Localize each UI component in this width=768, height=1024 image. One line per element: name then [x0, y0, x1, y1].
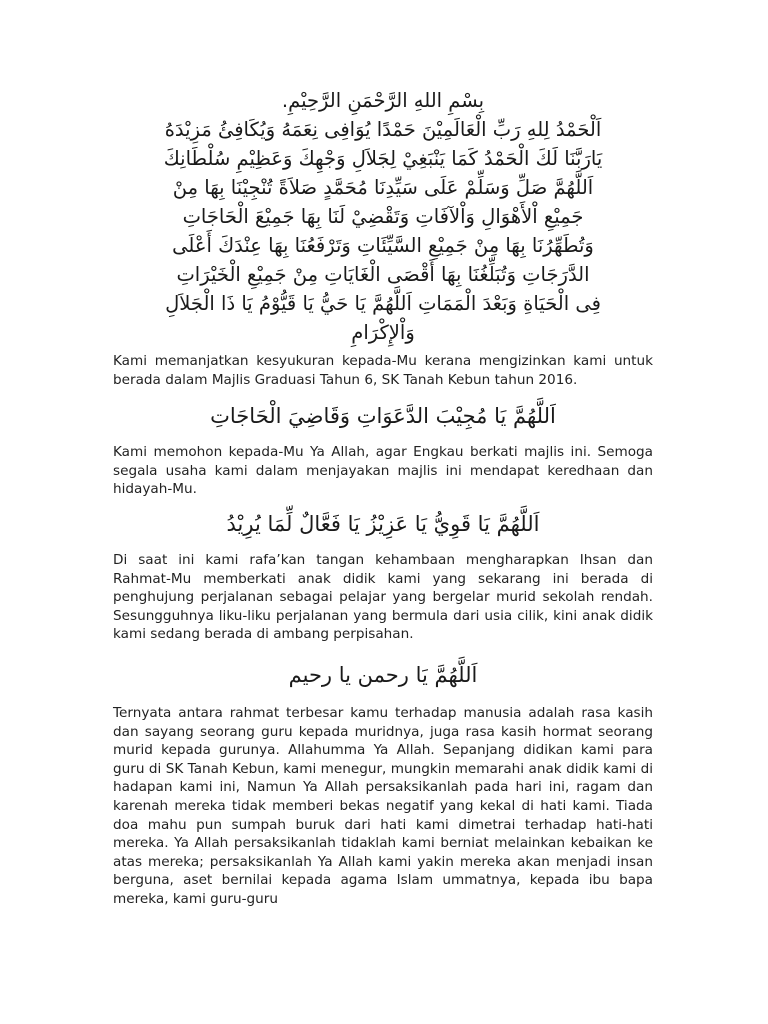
paragraph-teacher-love: Ternyata antara rahmat terbesar kamu terhadap manusia adalah rasa kasih dan sayang seorang guru kepada muridnya, juga rasa kasih hormat seorang murid kepada gurunya. Allahumma Ya Allah. Sepanjang didikan kami para guru di SK Tanah Kebun, kami menegur, mungkin memarahi anak didik kami di hadapan kami ini, Namun Ya Allah persaksikanlah pada hari ini, ragam dan karenah mereka tidak memberi bekas negatif yang kekal di hati kami. Tiada doa mahu pun sumpah buruk dari hati kami dimetrai terhadap hati-hati mereka. Ya Allah persaksikanlah tidaklah kami berniat melainkan kebaikan ke atas mereka; persaksikanlah Ya Allah kami yakin mereka akan menjadi insan berguna, aset bernilai kepada agama Islam ummatnya, kepada ibu bapa mereka, kami guru-guru: [113, 704, 653, 907]
opening-doa-line: اَلْحَمْدُ لِلهِ رَبِّ الْعَالَمِيْنَ حَمْدًا يُوَافِى نِعَمَهُ وَيُكَافِئُ مَزِيْدَهُ: [164, 118, 602, 141]
opening-doa-line: يَارَبَّنَا لَكَ الْحَمْدُ كَمَا يَنْبَغِيْ لِجَلاَلِ وَجْهِكَ وَعَظِيْمِ سُلْطَانِكَ: [163, 147, 603, 170]
opening-doa-line: وَتُطَهِّرُنَا بِهَا مِنْ جَمِيْعِ السَّيِّئَاتِ وَتَرْفَعُنَا بِهَا عِنْدَكَ أَعْلَى: [172, 234, 594, 257]
opening-doa-line: اَللَّهُمَّ صَلِّ وَسَلِّمْ عَلَى سَيِّدِنَا مُحَمَّدٍ صَلاَةً تُنْجِيْنَا بِهَا مِنْ: [172, 176, 594, 199]
doa-heading-mujib: اَللَّهُمَّ يَا مُجِيْبَ الدَّعَوَاتِ وَقَاضِيَ الْحَاجَاتِ: [210, 404, 556, 429]
doa-heading-rahman: اَللَّهُمَّ يَا رحمن يا رحيم: [288, 662, 478, 687]
opening-doa-line: جَمِيْعِ اْلأَهْوَالِ وَاْلآفَاتِ وَتَقْضِيْ لَنَا بِهَا جَمِيْعَ الْحَاجَاتِ: [182, 205, 584, 228]
doa-heading-qawiy: اَللَّهُمَّ يَا قَوِيُّ يَا عَزِيْزُ يَا فَعَّالٌ لِّمَا يُرِيْدُ: [226, 511, 540, 536]
opening-doa: [113, 86, 653, 347]
opening-doa-line: الدَّرَجَاتِ وَتُبَلِّغُنَا بِهَا أَقْصَى الْغَايَاتِ مِنْ جَمِيْعِ الْخَيْرَاتِ: [176, 263, 590, 286]
opening-doa-line: فِى الْحَيَاةِ وَبَعْدَ الْمَمَاتِ اَللَّهُمَّ يَا حَيُّ يَا قَيُّوْمُ يَا ذَا الْجَلاَلِ: [165, 292, 601, 315]
document-page: [113, 86, 653, 908]
paragraph-gratitude: Kami memanjatkan kesyukuran kepada-Mu kerana mengizinkan kami untuk berada dalam Majlis Graduasi Tahun 6, SK Tanah Kebun tahun 2016.: [113, 353, 653, 388]
paragraph-farewell: Di saat ini kami rafa’kan tangan kehambaan mengharapkan Ihsan dan Rahmat-Mu memberkati anak didik kami yang sekarang ini berada di penghujung perjalanan sebagai pelajar yang bergelar murid sekolah rendah. Sesungguhnya liku-liku perjalanan yang bermula dari usia cilik, kini anak didik kami sedang berada di ambang perpisahan.: [113, 551, 653, 643]
opening-doa-line: وَاْلإِكْرَامِ: [351, 321, 415, 344]
paragraph-blessing: Kami memohon kepada-Mu Ya Allah, agar Engkau berkati majlis ini. Semoga segala usaha kami dalam menjayakan majlis ini mendapat keredhaan dan hidayah-Mu.: [113, 444, 653, 498]
opening-doa-line: بِسْمِ اللهِ الرَّحْمَنِ الرَّحِيْمِ.: [281, 89, 485, 112]
